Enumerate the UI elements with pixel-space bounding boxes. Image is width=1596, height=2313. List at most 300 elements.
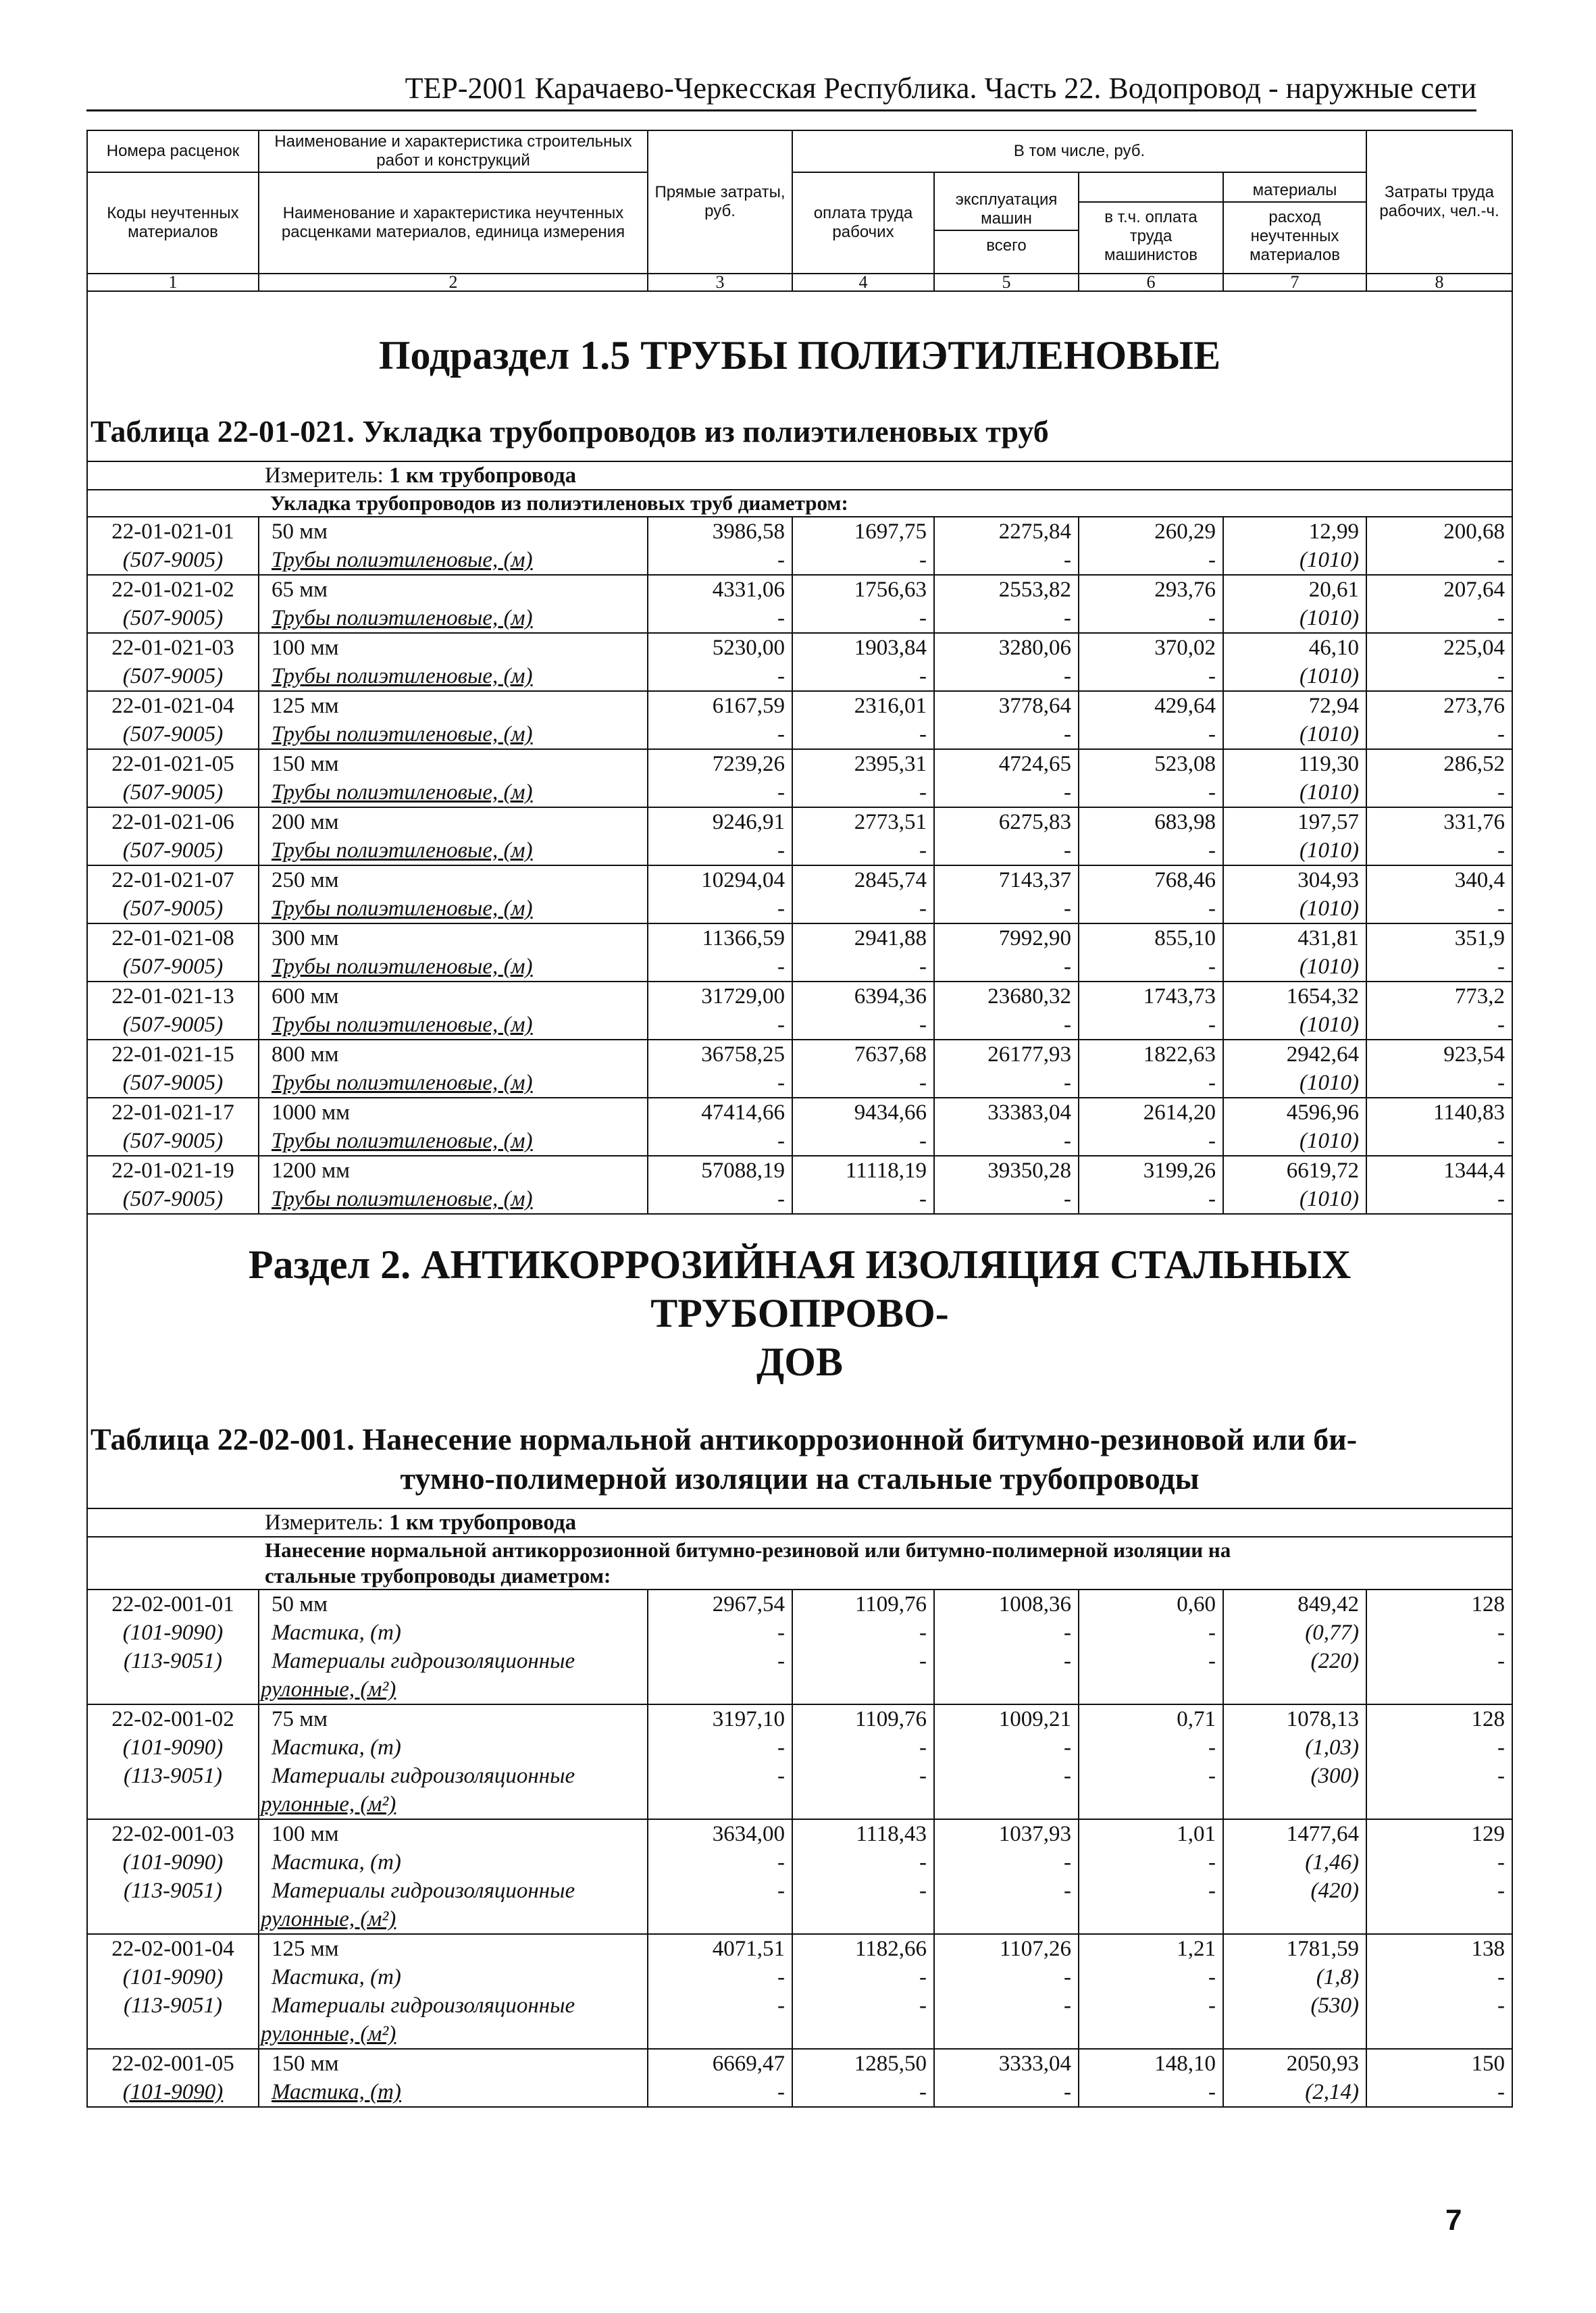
dash-cell: - [648,836,792,865]
empty-cell [1079,1790,1223,1819]
table-row [87,982,1512,1011]
material-name: Трубы полиэтиленовые, (м) [259,546,648,575]
material-quantity: (300) [1223,1762,1366,1790]
work-name: 200 мм [259,807,648,836]
material-code: (113-9051) [87,1762,259,1790]
material-code: (507-9005) [87,836,259,865]
materials-cost: 4596,96 [1223,1098,1366,1127]
rate-code: 22-01-021-04 [87,691,259,720]
dash-cell: - [1366,1762,1512,1790]
col-number: 2 [259,274,648,291]
material-quantity: (420) [1223,1877,1366,1905]
material-name: Материалы гидроизоляционные [259,1991,648,2020]
dash-cell: - [792,1069,934,1098]
labor-hours: 207,64 [1366,575,1512,604]
material-quantity: (1010) [1223,1069,1366,1098]
table-row [87,1704,1512,1733]
dash-cell: - [792,894,934,923]
dash-cell: - [1079,546,1223,575]
material-name: Трубы полиэтиленовые, (м) [259,894,648,923]
worker-wages: 1182,66 [792,1934,934,1963]
material-code: (101-9090) [87,1619,259,1647]
worker-wages: 1285,50 [792,2049,934,2078]
table-title: Таблица 22-01-021. Укладка трубопроводов из полиэтиленовых труб [87,407,1512,461]
direct-costs: 31729,00 [648,982,792,1011]
materials-cost: 119,30 [1223,749,1366,778]
material-quantity: (0,77) [1223,1619,1366,1647]
table-row [87,1011,1512,1040]
dash-cell: - [792,1877,934,1905]
dash-cell: - [934,662,1079,691]
empty-cell [648,2020,792,2049]
table-row [87,1819,1512,1848]
machine-total: 6275,83 [934,807,1079,836]
dash-cell: - [648,894,792,923]
empty-cell [792,1905,934,1934]
material-code: (507-9005) [87,952,259,982]
material-code: (113-9051) [87,1991,259,2020]
rate-code: 22-01-021-08 [87,923,259,952]
machines-subheader-cont [1079,180,1222,203]
dash-cell: - [648,1963,792,1991]
rate-code: 22-01-021-01 [87,517,259,546]
materials-cost: 20,61 [1223,575,1366,604]
material-code: (507-9005) [87,662,259,691]
empty-cell [1079,1905,1223,1934]
dash-cell: - [934,2078,1079,2107]
table-row [87,1733,1512,1762]
machinist-wages: 370,02 [1079,633,1223,662]
subsection-1-rows [87,517,1512,1214]
empty-cell [648,1905,792,1934]
machinist-wages: 260,29 [1079,517,1223,546]
table-row [87,1762,1512,1790]
table-row [87,2049,1512,2078]
dash-cell: - [1079,1011,1223,1040]
worker-wages: 7637,68 [792,1040,934,1069]
work-name: 150 мм [259,2049,648,2078]
material-name: Материалы гидроизоляционные [259,1647,648,1675]
table-row [87,691,1512,720]
material-name: Мастика, (т) [259,1963,648,1991]
work-name: 1000 мм [259,1098,648,1127]
table-title-line2: тумно-полимерной изоляции на стальные трубопроводы [400,1461,1200,1496]
labor-hours: 1140,83 [1366,1098,1512,1127]
dash-cell: - [1079,952,1223,982]
dash-cell: - [934,1647,1079,1675]
dash-cell: - [648,662,792,691]
labor-hours: 1344,4 [1366,1156,1512,1185]
material-code: (101-9090) [87,1848,259,1877]
dash-cell: - [934,778,1079,807]
rate-code: 22-01-021-15 [87,1040,259,1069]
direct-costs: 4071,51 [648,1934,792,1963]
col-number: 4 [792,274,934,291]
material-quantity: (1010) [1223,720,1366,749]
dash-cell: - [648,1848,792,1877]
empty-cell [87,1790,259,1819]
machinist-wages: 0,71 [1079,1704,1223,1733]
work-name: 1200 мм [259,1156,648,1185]
empty-cell [934,1675,1079,1704]
dash-cell: - [792,1185,934,1214]
direct-costs: 3986,58 [648,517,792,546]
rate-code: 22-02-001-05 [87,2049,259,2078]
machine-total: 7992,90 [934,923,1079,952]
materials-cost: 12,99 [1223,517,1366,546]
labor-hours: 273,76 [1366,691,1512,720]
dash-cell: - [1366,1011,1512,1040]
work-name: 600 мм [259,982,648,1011]
table-row [87,2020,1512,2049]
rate-code: 22-01-021-19 [87,1156,259,1185]
dash-cell: - [792,604,934,633]
dash-cell: - [1366,546,1512,575]
materials-subheader: материалы [1224,180,1366,203]
dash-cell: - [1366,1991,1512,2020]
dash-cell: - [934,1733,1079,1762]
measure-label: Измеритель: [265,463,390,488]
table-row [87,1848,1512,1877]
material-quantity: (530) [1223,1991,1366,2020]
material-quantity: (1,46) [1223,1848,1366,1877]
work-name: 100 мм [259,1819,648,1848]
col-number: 8 [1366,274,1512,291]
empty-cell [1223,1675,1366,1704]
dash-cell: - [648,720,792,749]
worker-wages: 2941,88 [792,923,934,952]
work-name: 75 мм [259,1704,648,1733]
dash-cell: - [934,604,1079,633]
worker-wages: 2773,51 [792,807,934,836]
dash-cell: - [1366,1185,1512,1214]
table-row [87,1647,1512,1675]
materials-cost: 1781,59 [1223,1934,1366,1963]
machinist-wages: 429,64 [1079,691,1223,720]
materials-cost: 431,81 [1223,923,1366,952]
measure-label: Измеритель: [265,1510,390,1535]
table-row [87,836,1512,865]
labor-hours: 340,4 [1366,865,1512,894]
machine-total: 1107,26 [934,1934,1079,1963]
direct-costs: 36758,25 [648,1040,792,1069]
empty-cell [792,1675,934,1704]
table-row [87,1963,1512,1991]
table-row [87,517,1512,546]
dash-cell: - [792,1762,934,1790]
col-7-label: расход неучтенных материалов [1250,208,1340,264]
worker-wages: 1903,84 [792,633,934,662]
material-name: Трубы полиэтиленовые, (м) [259,604,648,633]
dash-cell: - [648,1733,792,1762]
machinist-wages: 683,98 [1079,807,1223,836]
dash-cell: - [648,778,792,807]
page-number: 7 [1445,2204,1462,2237]
machinist-wages: 2614,20 [1079,1098,1223,1127]
measure-unit [87,1508,1512,1537]
dash-cell: - [1079,1733,1223,1762]
materials-cost: 197,57 [1223,807,1366,836]
table-row [87,1905,1512,1934]
subsection-1 [87,291,1512,517]
machinist-wages: 148,10 [1079,2049,1223,2078]
empty-cell [1366,1905,1512,1934]
table-row [87,575,1512,604]
empty-cell [1366,2020,1512,2049]
col-number: 3 [648,274,792,291]
machinist-wages: 855,10 [1079,923,1223,952]
dash-cell: - [1366,1848,1512,1877]
rate-code: 22-02-001-03 [87,1819,259,1848]
material-code: (507-9005) [87,1011,259,1040]
col-number: 6 [1079,274,1223,291]
dash-cell: - [934,546,1079,575]
dash-cell: - [648,604,792,633]
machine-total: 3778,64 [934,691,1079,720]
direct-costs: 9246,91 [648,807,792,836]
dash-cell: - [934,1127,1079,1156]
dash-cell: - [1366,1963,1512,1991]
dash-cell: - [1079,1848,1223,1877]
work-name: 250 мм [259,865,648,894]
table-row [87,604,1512,633]
table-row [87,1156,1512,1185]
dash-cell: - [648,1069,792,1098]
empty-cell [1366,1790,1512,1819]
dash-cell: - [934,836,1079,865]
worker-wages: 2316,01 [792,691,934,720]
dash-cell: - [1366,1733,1512,1762]
rate-code: 22-02-001-01 [87,1590,259,1619]
work-name: 50 мм [259,517,648,546]
table-row [87,1790,1512,1819]
material-name: Трубы полиэтиленовые, (м) [259,836,648,865]
dash-cell: - [1366,894,1512,923]
empty-cell [1366,1675,1512,1704]
direct-costs: 3197,10 [648,1704,792,1733]
col-6-header [1079,172,1223,274]
material-quantity: (1010) [1223,894,1366,923]
empty-cell [1079,1675,1223,1704]
material-quantity: (1010) [1223,662,1366,691]
work-name: 125 мм [259,1934,648,1963]
material-quantity: (1,03) [1223,1733,1366,1762]
material-name-continued: рулонные, (м²) [259,2020,648,2049]
table-row [87,1185,1512,1214]
dash-cell: - [648,2078,792,2107]
dash-cell: - [648,1619,792,1647]
material-code: (101-9090) [87,1733,259,1762]
table-row [87,865,1512,894]
dash-cell: - [1366,778,1512,807]
col-5-header [934,172,1079,274]
machinist-wages: 1822,63 [1079,1040,1223,1069]
dash-cell: - [1366,836,1512,865]
work-name: 100 мм [259,633,648,662]
dash-cell: - [1366,1877,1512,1905]
material-name: Трубы полиэтиленовые, (м) [259,1127,648,1156]
empty-cell [87,2020,259,2049]
table-row [87,1098,1512,1127]
labor-hours: 923,54 [1366,1040,1512,1069]
col-number: 1 [87,274,259,291]
dash-cell: - [934,952,1079,982]
col-number: 7 [1223,274,1366,291]
direct-costs: 11366,59 [648,923,792,952]
empty-cell [87,1905,259,1934]
col-7-header [1223,172,1366,274]
material-quantity: (1010) [1223,1011,1366,1040]
empty-cell [792,2020,934,2049]
dash-cell: - [934,1848,1079,1877]
dash-cell: - [792,836,934,865]
labor-hours: 286,52 [1366,749,1512,778]
dash-cell: - [1079,2078,1223,2107]
table-row [87,633,1512,662]
material-code: (507-9005) [87,546,259,575]
machine-total: 7143,37 [934,865,1079,894]
section-2-rows [87,1590,1512,2107]
dash-cell: - [1079,1619,1223,1647]
dash-cell: - [1366,952,1512,982]
dash-cell: - [1079,604,1223,633]
dash-cell: - [934,1762,1079,1790]
empty-cell [648,1790,792,1819]
table-subheading [87,1537,1512,1590]
dash-cell: - [792,2078,934,2107]
table-row [87,923,1512,952]
dash-cell: - [1366,1647,1512,1675]
machine-total: 4724,65 [934,749,1079,778]
dash-cell: - [648,546,792,575]
dash-cell: - [934,1991,1079,2020]
group-header: В том числе, руб. [792,130,1366,172]
dash-cell: - [934,1619,1079,1647]
dash-cell: - [1079,1185,1223,1214]
empty-cell [1223,1790,1366,1819]
direct-costs: 2967,54 [648,1590,792,1619]
machinist-wages: 293,76 [1079,575,1223,604]
table-row [87,720,1512,749]
section-title-line2: ДОВ [756,1340,843,1384]
work-name: 800 мм [259,1040,648,1069]
machinist-wages: 1743,73 [1079,982,1223,1011]
material-name: Трубы полиэтиленовые, (м) [259,778,648,807]
direct-costs: 7239,26 [648,749,792,778]
col-1-header-top: Номера расценок [87,130,259,172]
labor-hours: 200,68 [1366,517,1512,546]
labor-hours: 225,04 [1366,633,1512,662]
table-row [87,807,1512,836]
worker-wages: 2845,74 [792,865,934,894]
worker-wages: 1756,63 [792,575,934,604]
work-name: 300 мм [259,923,648,952]
table-row [87,662,1512,691]
dash-cell: - [792,1011,934,1040]
material-name-continued: рулонные, (м²) [259,1790,648,1819]
dash-cell: - [792,1848,934,1877]
dash-cell: - [792,952,934,982]
table-row [87,894,1512,923]
table-row [87,1675,1512,1704]
direct-costs: 10294,04 [648,865,792,894]
machinist-wages: 3199,26 [1079,1156,1223,1185]
rate-code: 22-02-001-02 [87,1704,259,1733]
material-quantity: (1010) [1223,1185,1366,1214]
table-row [87,749,1512,778]
direct-costs: 6167,59 [648,691,792,720]
material-name: Трубы полиэтиленовые, (м) [259,1011,648,1040]
worker-wages: 1697,75 [792,517,934,546]
labor-hours: 128 [1366,1590,1512,1619]
dash-cell: - [1079,1963,1223,1991]
material-quantity: (1010) [1223,836,1366,865]
rate-code: 22-01-021-17 [87,1098,259,1127]
material-name: Трубы полиэтиленовые, (м) [259,1185,648,1214]
dash-cell: - [934,1877,1079,1905]
labor-hours: 129 [1366,1819,1512,1848]
dash-cell: - [792,546,934,575]
material-quantity: (1010) [1223,546,1366,575]
material-quantity: (220) [1223,1647,1366,1675]
dash-cell: - [1366,1069,1512,1098]
dash-cell: - [1366,604,1512,633]
dash-cell: - [792,1619,934,1647]
machinist-wages: 1,01 [1079,1819,1223,1848]
rate-code: 22-01-021-06 [87,807,259,836]
col-2-header-top: Наименование и характеристика строительных работ и конструкций [259,130,648,172]
materials-cost: 304,93 [1223,865,1366,894]
dash-cell: - [648,1647,792,1675]
machine-total: 3280,06 [934,633,1079,662]
direct-costs: 47414,66 [648,1098,792,1127]
machine-total: 2275,84 [934,517,1079,546]
subheading-line1: Нанесение нормальной антикоррозионной битумно-резиновой или битумно-полимерной изоляции на [265,1538,1231,1562]
material-name: Трубы полиэтиленовые, (м) [259,662,648,691]
dash-cell: - [648,952,792,982]
worker-wages: 6394,36 [792,982,934,1011]
empty-cell [934,1905,1079,1934]
dash-cell: - [792,1963,934,1991]
material-name-continued: рулонные, (м²) [259,1675,648,1704]
work-name: 65 мм [259,575,648,604]
table-title [87,1393,1512,1508]
dash-cell: - [1079,1991,1223,2020]
col-3-header: Прямые затраты, руб. [648,130,792,274]
table-row [87,778,1512,807]
table-row [87,546,1512,575]
worker-wages: 2395,31 [792,749,934,778]
material-code: (507-9005) [87,604,259,633]
measure-unit [87,461,1512,490]
worker-wages: 1118,43 [792,1819,934,1848]
material-code: (507-9005) [87,1127,259,1156]
empty-cell [792,1790,934,1819]
material-code: (507-9005) [87,1185,259,1214]
dash-cell: - [792,662,934,691]
material-name: Трубы полиэтиленовые, (м) [259,1069,648,1098]
table-row [87,1590,1512,1619]
dash-cell: - [792,1127,934,1156]
material-quantity: (1010) [1223,778,1366,807]
col-number: 5 [934,274,1079,291]
dash-cell: - [792,1733,934,1762]
materials-cost: 1477,64 [1223,1819,1366,1848]
table-row [87,1934,1512,1963]
dash-cell: - [792,1647,934,1675]
work-name: 125 мм [259,691,648,720]
col-4-header: оплата труда рабочих [792,172,934,274]
